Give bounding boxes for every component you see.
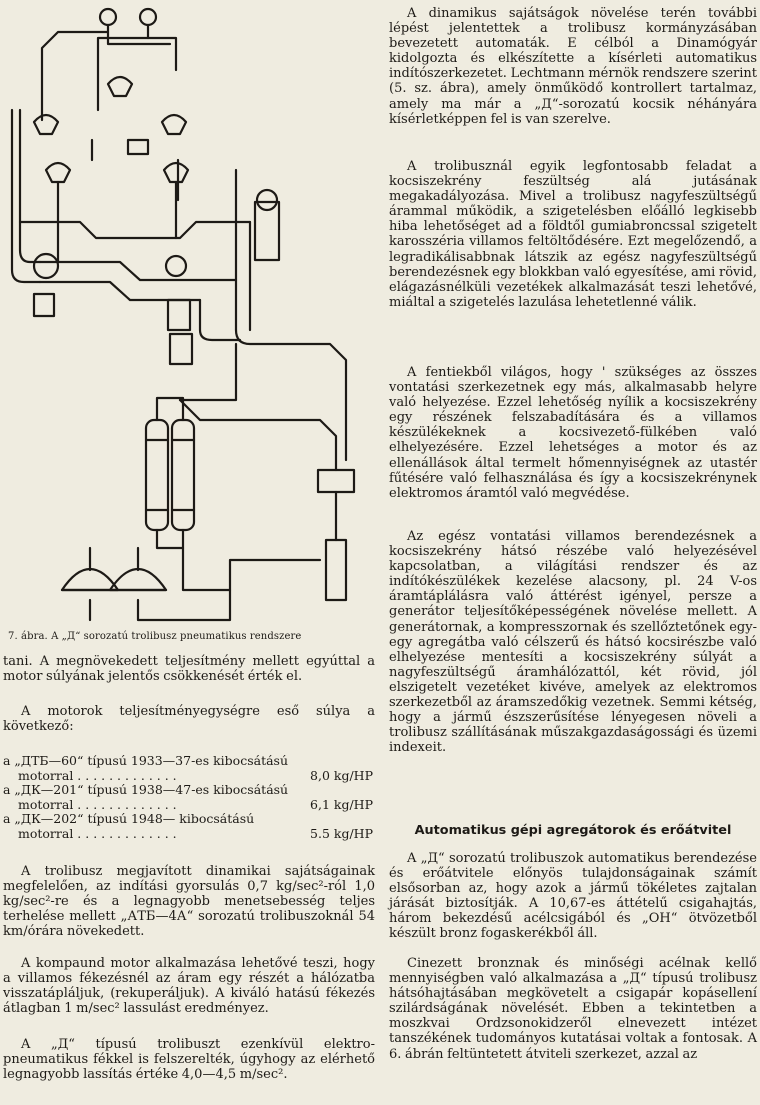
paragraph: A trolibusznál egyik legfontosabb feladat a kocsiszekrény feszültség alá jutásának megakadályozása. Mivel a trolibusz nagyfeszültségű árammal működik, a szigetelésben előálló legkisebb hiba lehetőséget ad a földtől gumiabroncssal szigetelt karosszéria villamos feltöltődésére. Ezt megelőzendő, a legradikálisabbnak látszik az egész nagyfeszültségű berendezésnek egy blokkban való egyesítése, ami rövid, elágazásnélküli vezetékek alkalmazását teszi lehetővé, miáltal a szigetelés lazulása lehetetlenné válik.	[389, 159, 757, 310]
paragraph: Cinezett bronznak és minőségi acélnak kellő mennyiségben való alkalmazása a „Д“ típusú trolibusz hátsóhajtásában megkövetelt a csigapár kopásellení szilárdságának növelését. Ebben a tekintetben a moszkvai Ordzsonokidzeről elnevezett intézet tanszékének tudományos kutatásai voltak a fontosak. A 6. ábrán feltüntetett átviteli szerkezet, azzal az	[389, 956, 757, 1062]
paragraph: A motorok teljesítményegységre eső súlya a következő:	[3, 704, 375, 735]
spec-line: a „ДК—201“ típusú 1938—47-es kibocsátású	[3, 782, 289, 798]
paragraph: A kompaund motor alkalmazása lehetővé teszi, hogy a villamos fékezésnél az áram egy részét a hálózatba visszatápláljuk, (rekuperáljuk). A kiváló hatású fékezés átlagban 1 m/sec² lassulást eredményez.	[3, 956, 375, 1017]
spec-label: motorral . . . . . . . . . . . . .	[18, 825, 177, 841]
spec-value: 5.5 kg/HP	[310, 825, 373, 841]
paragraph: tani. A megnövekedett teljesítmény mellett egyúttal a motor súlyának jelentős csökkenését érték el.	[3, 654, 375, 685]
motor-weight-list	[3, 754, 375, 842]
spec-line: a „ДК—202“ típusú 1948— kibocsátású	[3, 811, 255, 827]
pneumatic-system-diagram	[0, 0, 378, 628]
list-item	[3, 783, 375, 812]
section-heading: Automatikus gépi agregátorok és erőátvitel	[414, 823, 732, 838]
spec-line	[3, 798, 375, 813]
spec-value: 6,1 kg/HP	[310, 796, 373, 812]
paragraph: Az egész vontatási villamos berendezésnek a kocsiszekrény hátsó részébe való helyezésével kapcsolatban, a világítási rendszer és az indítókészülékek kezelése alacsony, pl. 24 V-os áramtáplálásra való áttérést igényel, persze a generátor teljesítőképességének növelése mellett. A generátornak, a kompresszornak és szellőztetőnek egy-egy agregátba való célszerű és hátsó kocsirészbe való elhelyezése mentesíti a kocsiszekrény súlyát a nagyfeszültségű áramhálózattól, két rövid, jól elszigetelt vezetéket kivéve, amelyek az elektromos szerkezetből az áramszedőkig vezetnek. Semmi kétség, hogy a jármű észszerűsítése lényegesen növeli a trolibusz szállításának műszakgazdaságossági és üzemi indexeit.	[389, 529, 757, 756]
spec-line: a „ДТБ—60“ típusú 1933—37-es kibocsátású	[3, 753, 289, 768]
paragraph: A dinamikus sajátságok növelése terén további lépést jelentettek a trolibusz kormányzásában bevezetett automaták. E célból a Dinamógyár kidolgozta és elkészítette a kísérleti automatikus indítószerkezetet. Lechtmann mérnök rendszere szerint (5. sz. ábra), amely önműködő kontrollert tartalmaz, amely ma már a „Д“-sorozatú kocsik néhányára kísérletképpen fel is van szerelve.	[389, 6, 757, 127]
spec-line	[3, 769, 375, 784]
list-item	[3, 754, 375, 783]
paragraph: A „Д“ típusú trolibuszt ezenkívül elektro-pneumatikus fékkel is felszerelték, úgyhogy az elérhető legnagyobb lassítás értéke 4,0—4,5 m/sec².	[3, 1037, 375, 1083]
paragraph: A „Д“ sorozatú trolibuszok automatikus berendezése és erőátvitele előnyös tulajdonságainak számít elsősorban az, hogy azok a jármű tökéletes zajtalan járását biztosítják. A 10,67-es áttételű csigahajtás, három bekezdésű acélcsigából és „OH“ ötvözetből készült bronz fogaskerékből áll.	[389, 851, 757, 942]
spec-label: motorral . . . . . . . . . . . . .	[18, 796, 177, 812]
spec-label: motorral . . . . . . . . . . . . .	[18, 767, 177, 783]
list-item	[3, 812, 375, 841]
spec-value: 8,0 kg/HP	[310, 767, 373, 783]
spec-line	[3, 827, 375, 842]
paragraph: A trolibusz megjavított dinamikai sajátságainak megfelelően, az indítási gyorsulás 0,7 kg/sec²-ról 1,0 kg/sec²-re és a legnagyobb menetsebesség teljes terhelése mellett „АТБ—4А“ sorozatú trolibuszoknál 54 km/órára növekedett.	[3, 864, 375, 940]
figure-caption: 7. ábra. A „Д“ sorozatú trolibusz pneumatikus rendszere	[8, 631, 302, 642]
paragraph: A fentiekből világos, hogy ' szükséges az összes vontatási szerkezetnek egy más, alkalmasabb helyre való helyezése. Ezzel lehetőség nyílik a kocsiszekrény egy részének felszabadítására és a villamos készülékeknek a kocsivezető-fülkében való elhelyezésére. Ezzel lehetséges a motor és az ellenállások által termelt hőmennyiségnek az utastér fűtésére való felhasználása és így a kocsiszekrénynek elektromos áramtól való megvédése.	[389, 365, 757, 501]
